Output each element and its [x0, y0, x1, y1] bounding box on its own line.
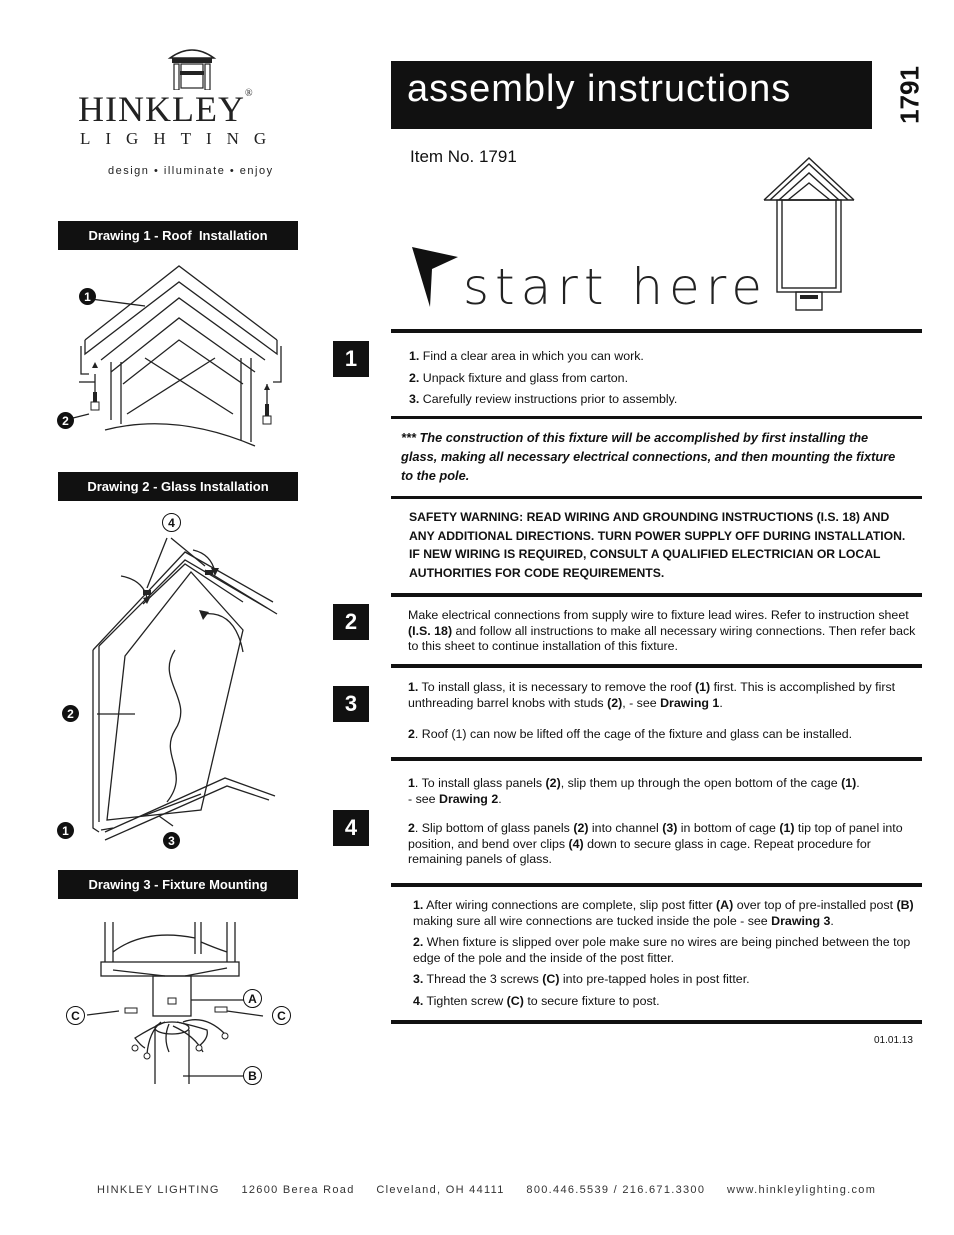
divider — [391, 329, 922, 333]
footer-contact: HINKLEY LIGHTING 12600 Berea Road Cleveland, OH 44111 800.446.5539 / 216.671.3300 www.hinkleylighting.com — [97, 1184, 877, 1196]
section-1 — [409, 346, 909, 411]
revision-date: 01.01.13 — [874, 1035, 913, 1046]
list-item: 3. Carefully review instructions prior to assembly. — [409, 392, 678, 406]
start-arrow-icon — [412, 247, 458, 307]
list-item: 1. Find a clear area in which you can work. — [409, 349, 644, 363]
step-4-badge: 4 — [333, 810, 369, 846]
divider — [391, 883, 922, 887]
divider — [391, 416, 922, 419]
section-2: Make electrical connections from supply wire to fixture lead wires. Refer to instruction sheet (I.S. 18) and follow all instructions to make all necessary wiring connections. Then refer back to this sheet to continue installation of this fixture. — [408, 608, 916, 653]
drawing-2-glass-diagram — [55, 510, 295, 850]
drawing-2-label: Drawing 2 - Glass Installation — [58, 472, 298, 501]
logo-emblem — [164, 44, 220, 90]
step-2-badge: 2 — [333, 604, 369, 640]
logo-wordmark: HINKLEY® — [78, 88, 254, 129]
divider — [391, 593, 922, 597]
drawing-3-label: Drawing 3 - Fixture Mounting — [58, 870, 298, 899]
step-1-badge: 1 — [333, 341, 369, 377]
logo-sub: LIGHTING — [80, 129, 282, 148]
safety-warning: SAFETY WARNING: READ WIRING AND GROUNDING INSTRUCTIONS (I.S. 18) AND ANY ADDITIONAL DIRECTIONS. TURN POWER SUPPLY OFF DURING INSTALLATION. IF NEW WIRING IS REQUIRED, CONSULT A QUALIFIED ELECTRICIAN OR LOCAL AUTHORITIES FOR CODE REQUIREMENTS. — [409, 510, 906, 580]
divider — [391, 664, 922, 668]
callout-b: B — [243, 1066, 262, 1085]
callout-2-glass: 2 — [62, 705, 79, 722]
divider — [391, 757, 922, 761]
section-5: 1. After wiring connections are complete, slip post fitter (A) over top of pre-installed post (B) making sure all wire connections are tucked inside the pole - see Drawing 3. 2. When fixture is slipped over pole make sure no wires are being pinched between the top edge of the pole and the inside of the post fitter. 3. Thread the 3 screws (C) into pre-tapped holes in post fitter. 4. Tighten screw (C) to secure fixture to post. — [413, 898, 914, 1008]
logo-tagline: design • illuminate • enjoy — [108, 165, 274, 177]
page-title: assembly instructions — [407, 68, 792, 110]
divider — [391, 1020, 922, 1024]
item-number-vertical: 1791 — [894, 66, 925, 124]
section-4: 1. To install glass panels (2), slip them up through the open bottom of the cage (1). - see Drawing 2. 2. Slip bottom of glass panels (2) into channel (3) in bottom of cage (1) tip top of panel into position, and bend over clips (4) down to secure glass in cage. Repeat procedure for remaining panels of glass. — [408, 776, 903, 866]
fixture-thumbnail — [762, 156, 856, 314]
callout-c-left: C — [66, 1006, 85, 1025]
callout-1: 1 — [79, 288, 96, 305]
list-item: 2. Unpack fixture and glass from carton. — [409, 370, 629, 385]
step-3-badge: 3 — [333, 686, 369, 722]
start-here-heading: start here — [463, 258, 769, 316]
callout-3-channel: 3 — [163, 832, 180, 849]
divider — [391, 496, 922, 499]
drawing-1-label: Drawing 1 - Roof Installation — [58, 221, 298, 250]
item-number: Item No. 1791 — [410, 147, 517, 166]
construction-note: *** The construction of this fixture will be accomplished by first installing the glass, making all necessary electrical connections, and then mounting the fixture to the pole. — [401, 430, 896, 483]
section-3: 1. To install glass, it is necessary to remove the roof (1) first. This is accomplished by first unthreading barrel knobs with studs (2), - see Drawing 1. 2. Roof (1) can now be lifted off the cage of the fixture and glass can be installed. — [408, 680, 896, 741]
callout-1-cage: 1 — [57, 822, 74, 839]
callout-4: 4 — [162, 513, 181, 532]
callout-2: 2 — [57, 412, 74, 429]
callout-c-right: C — [272, 1006, 291, 1025]
callout-a: A — [243, 989, 262, 1008]
